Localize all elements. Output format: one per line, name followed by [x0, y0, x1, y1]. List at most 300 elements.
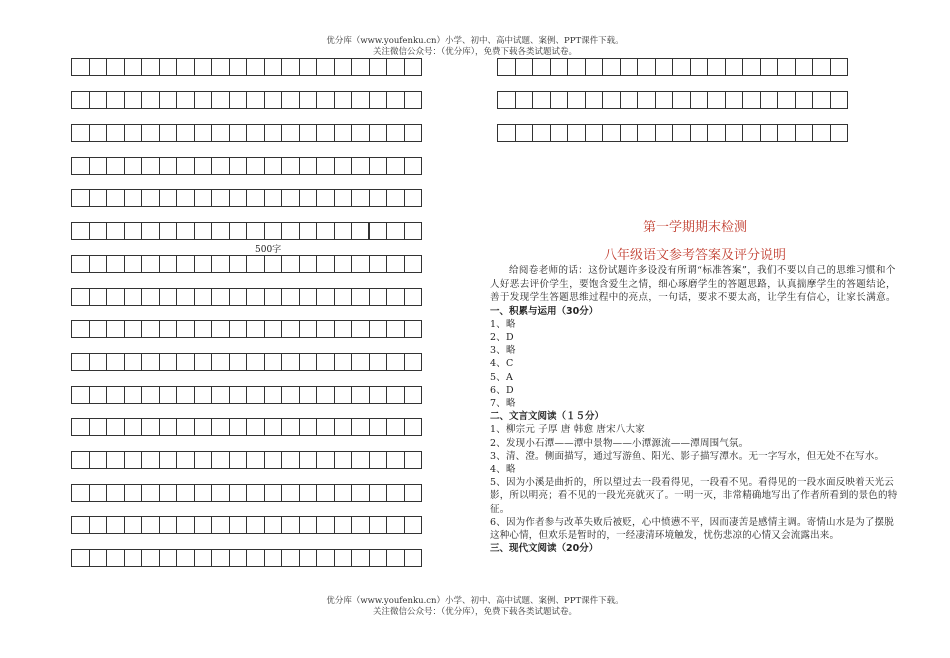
- grid-cell: [160, 58, 178, 76]
- grid-cell: [282, 288, 300, 306]
- grid-cell: [247, 58, 265, 76]
- watermark-line-2: 关注微信公众号：（优分库），免费下载各类试题试卷。: [372, 607, 577, 617]
- grid-cell: [177, 353, 195, 371]
- grid-cell: [656, 124, 674, 142]
- grid-cell: [195, 91, 213, 109]
- grid-cell: [247, 189, 265, 207]
- grid-cell: [300, 288, 318, 306]
- grid-cell: [317, 386, 335, 404]
- grid-cell: [90, 484, 108, 502]
- grid-cell: [160, 222, 178, 240]
- grid-cell: [813, 58, 831, 76]
- grid-cell: [387, 320, 405, 338]
- grid-cell: [142, 353, 160, 371]
- grid-cell: [90, 189, 108, 207]
- grid-cell: [212, 320, 230, 338]
- grid-cell: [212, 451, 230, 469]
- grid-cell: [72, 516, 90, 534]
- grid-cell: [586, 58, 604, 76]
- grid-cell: [107, 418, 125, 436]
- grid-cell: [335, 91, 353, 109]
- grid-cell: [230, 58, 248, 76]
- grid-cell: [638, 124, 656, 142]
- grid-cell: [107, 91, 125, 109]
- grid-cell: [282, 451, 300, 469]
- grid-cell: [212, 91, 230, 109]
- grid-cell: [90, 353, 108, 371]
- grid-cell: [107, 353, 125, 371]
- grid-cell: [142, 91, 160, 109]
- grid-cell: [405, 320, 423, 338]
- grid-cell: [387, 516, 405, 534]
- grid-cell: [195, 451, 213, 469]
- grid-cell: [726, 124, 744, 142]
- grid-cell: [247, 353, 265, 371]
- grid-cell: [125, 516, 143, 534]
- grid-cell: [265, 386, 283, 404]
- grid-cell: [195, 549, 213, 567]
- grid-cell: [230, 124, 248, 142]
- grid-cell: [778, 124, 796, 142]
- grid-cell: [195, 320, 213, 338]
- grid-cell: [72, 124, 90, 142]
- grid-cell: [90, 91, 108, 109]
- grid-cell: [300, 157, 318, 175]
- grid-cell: [230, 516, 248, 534]
- grid-cell: [370, 189, 388, 207]
- grid-cell: [230, 288, 248, 306]
- answer-item: 7、略: [490, 397, 516, 409]
- grid-cell: [317, 157, 335, 175]
- grid-cell: [195, 222, 213, 240]
- grid-cell: [212, 255, 230, 273]
- grid-cell: [142, 222, 160, 240]
- grid-cell: [352, 516, 370, 534]
- grid-row: [497, 58, 891, 76]
- grid-cell: [282, 418, 300, 436]
- grid-cell: [125, 320, 143, 338]
- grid-cell: [212, 288, 230, 306]
- grid-cell: [265, 418, 283, 436]
- grid-cell: [691, 124, 709, 142]
- grid-cell: [195, 124, 213, 142]
- grid-cell: [335, 288, 353, 306]
- grid-cell: [282, 189, 300, 207]
- grid-cell: [516, 124, 534, 142]
- grid-cell: [387, 222, 405, 240]
- grid-cell: [335, 484, 353, 502]
- grid-cell: [335, 386, 353, 404]
- grid-cell: [90, 451, 108, 469]
- grid-cell: [195, 418, 213, 436]
- grid-cell: [300, 189, 318, 207]
- answer-item: 5、A: [490, 371, 514, 383]
- grid-cell: [125, 222, 143, 240]
- grid-cell: [498, 91, 516, 109]
- grid-cell: [107, 549, 125, 567]
- grid-cell: [405, 549, 423, 567]
- grid-row: [71, 418, 465, 436]
- grid-cell: [387, 418, 405, 436]
- grid-cell: [533, 124, 551, 142]
- grid-cell: [405, 189, 423, 207]
- grid-cell: [72, 58, 90, 76]
- grid-cell: [300, 418, 318, 436]
- grid-cell: [142, 189, 160, 207]
- answer-item: 5、因为小溪是曲折的，所以望过去一段看得见，一段看不见。看得见的一段水面反映着天光云影，所以明亮；看不见的一段光亮就灭了。一明一灭，非常精确地写出了作者所看到的景色的特征。: [490, 477, 898, 515]
- grid-cell: [160, 484, 178, 502]
- grid-cell: [72, 484, 90, 502]
- answer-key-subtitle: 八年级语文参考答案及评分说明: [603, 248, 786, 263]
- grid-cell: [177, 58, 195, 76]
- grid-cell: [282, 516, 300, 534]
- grid-cell: [300, 353, 318, 371]
- grid-cell: [125, 288, 143, 306]
- grid-cell: [352, 353, 370, 371]
- grid-cell: [230, 189, 248, 207]
- grid-cell: [370, 418, 388, 436]
- grid-cell: [761, 58, 779, 76]
- answer-item: 2、D: [490, 331, 514, 343]
- grid-cell: [708, 91, 726, 109]
- grid-cell: [195, 386, 213, 404]
- grid-cell: [212, 189, 230, 207]
- answer-item: 2、发现小石潭——潭中景物——小潭源流——潭周围气氛。: [490, 437, 749, 449]
- watermark-line-1: 优分库（www.youfenku.cn）小学、初中、高中试题、案例、PPT课件下载。: [326, 36, 624, 46]
- grid-cell: [177, 157, 195, 175]
- grid-cell: [551, 91, 569, 109]
- grid-row: [71, 157, 465, 175]
- grid-cell: [90, 157, 108, 175]
- grid-cell: [107, 124, 125, 142]
- grid-cell: [142, 255, 160, 273]
- answer-key-body: [490, 264, 902, 555]
- grid-cell: [586, 91, 604, 109]
- grid-cell: [352, 189, 370, 207]
- grid-row: [71, 386, 465, 404]
- grid-cell: [212, 549, 230, 567]
- grid-cell: [90, 549, 108, 567]
- grid-cell: [352, 451, 370, 469]
- grid-cell: [300, 124, 318, 142]
- grid-cell: [405, 124, 423, 142]
- grid-cell: [352, 124, 370, 142]
- grid-cell: [230, 549, 248, 567]
- grid-cell: [387, 484, 405, 502]
- grid-cell: [230, 418, 248, 436]
- grid-cell: [72, 386, 90, 404]
- grid-row: [71, 288, 465, 306]
- grid-cell: [387, 157, 405, 175]
- grid-cell: [265, 288, 283, 306]
- grid-cell: [230, 320, 248, 338]
- grid-cell: [778, 91, 796, 109]
- grid-cell: [370, 451, 388, 469]
- grid-cell: [265, 124, 283, 142]
- grid-cell: [352, 58, 370, 76]
- grid-cell: [813, 124, 831, 142]
- grid-cell: [621, 124, 639, 142]
- grid-cell: [212, 484, 230, 502]
- grid-cell: [90, 418, 108, 436]
- grid-cell: [638, 58, 656, 76]
- grid-cell: [533, 91, 551, 109]
- grid-cell: [673, 58, 691, 76]
- grid-cell: [107, 189, 125, 207]
- grid-cell: [282, 320, 300, 338]
- grid-cell: [142, 549, 160, 567]
- grid-cell: [142, 484, 160, 502]
- grid-cell: [160, 189, 178, 207]
- grid-cell: [352, 255, 370, 273]
- grid-cell: [352, 320, 370, 338]
- grid-cell: [317, 124, 335, 142]
- grid-cell: [125, 189, 143, 207]
- grid-cell: [300, 255, 318, 273]
- grid-cell: [282, 157, 300, 175]
- grid-cell: [265, 189, 283, 207]
- grid-cell: [387, 451, 405, 469]
- grid-cell: [142, 386, 160, 404]
- grid-cell: [831, 58, 849, 76]
- grid-row: [71, 255, 465, 273]
- answer-item: 3、清、澄。侧面描写，通过写游鱼、阳光、影子描写潭水。无一字写水，但无处不在写水。: [490, 450, 885, 462]
- grid-cell: [212, 58, 230, 76]
- grid-cell: [498, 58, 516, 76]
- grid-cell: [370, 288, 388, 306]
- grid-cell: [533, 58, 551, 76]
- grid-cell: [317, 255, 335, 273]
- grid-cell: [107, 320, 125, 338]
- grid-cell: [300, 222, 318, 240]
- grid-cell: [107, 516, 125, 534]
- grid-cell: [743, 91, 761, 109]
- grid-cell: [265, 353, 283, 371]
- watermark-line-1: 优分库（www.youfenku.cn）小学、初中、高中试题、案例、PPT课件下载。: [326, 596, 624, 606]
- grid-cell: [370, 91, 388, 109]
- grid-cell: [72, 451, 90, 469]
- grid-cell: [247, 549, 265, 567]
- grid-cell: [335, 255, 353, 273]
- grid-cell: [160, 255, 178, 273]
- grid-cell: [621, 58, 639, 76]
- grid-cell: [90, 255, 108, 273]
- grid-cell: [247, 386, 265, 404]
- grid-cell: [125, 451, 143, 469]
- grid-cell: [247, 320, 265, 338]
- grid-cell: [370, 255, 388, 273]
- grid-cell: [177, 418, 195, 436]
- grid-cell: [195, 516, 213, 534]
- grid-cell: [265, 451, 283, 469]
- section-heading: 二、文言文阅读（１５分）: [490, 411, 605, 423]
- grid-cell: [72, 91, 90, 109]
- grid-row: [71, 58, 465, 76]
- grid-cell: [142, 320, 160, 338]
- grid-cell: [177, 484, 195, 502]
- grid-cell: [247, 516, 265, 534]
- grid-cell: [212, 353, 230, 371]
- grid-cell: [247, 451, 265, 469]
- grid-row: [71, 451, 465, 469]
- grid-cell: [335, 353, 353, 371]
- grid-cell: [621, 91, 639, 109]
- answer-item: 6、D: [490, 384, 514, 396]
- grid-cell: [72, 157, 90, 175]
- grid-cell: [160, 549, 178, 567]
- grid-cell: [673, 91, 691, 109]
- grid-cell: [387, 549, 405, 567]
- grid-cell: [90, 320, 108, 338]
- grid-cell: [352, 157, 370, 175]
- grid-cell: [516, 91, 534, 109]
- grid-cell: [743, 58, 761, 76]
- grid-cell: [72, 418, 90, 436]
- grid-cell: [72, 255, 90, 273]
- grid-cell: [708, 58, 726, 76]
- grid-row: [71, 124, 465, 142]
- grid-cell: [603, 58, 621, 76]
- grid-cell: [72, 353, 90, 371]
- grid-cell: [317, 484, 335, 502]
- grid-cell: [160, 91, 178, 109]
- grid-cell: [160, 320, 178, 338]
- grid-cell: [142, 451, 160, 469]
- grid-cell: [90, 58, 108, 76]
- grid-cell: [160, 418, 178, 436]
- grid-cell: [831, 91, 849, 109]
- grid-cell: [603, 91, 621, 109]
- grid-cell: [335, 418, 353, 436]
- grid-cell: [300, 451, 318, 469]
- grid-cell: [247, 418, 265, 436]
- grid-cell: [300, 58, 318, 76]
- grid-cell: [125, 124, 143, 142]
- grid-cell: [568, 91, 586, 109]
- grid-cell: [142, 157, 160, 175]
- grid-cell: [282, 549, 300, 567]
- watermark-line-2: 关注微信公众号：（优分库），免费下载各类试题试卷。: [372, 47, 577, 57]
- grid-cell: [125, 484, 143, 502]
- grid-cell: [405, 516, 423, 534]
- grid-cell: [247, 255, 265, 273]
- grid-cell: [370, 484, 388, 502]
- section-heading: 一、积累与运用（30分）: [490, 305, 599, 317]
- grid-cell: [195, 189, 213, 207]
- grid-row: [71, 484, 465, 502]
- grid-cell: [160, 451, 178, 469]
- grid-cell: [300, 91, 318, 109]
- grid-cell: [568, 58, 586, 76]
- grid-cell: [90, 124, 108, 142]
- grid-row: [71, 91, 465, 109]
- grid-cell: [265, 255, 283, 273]
- grid-cell: [405, 353, 423, 371]
- grid-cell: [125, 549, 143, 567]
- grid-cell: [708, 124, 726, 142]
- grid-cell: [726, 91, 744, 109]
- grid-cell: [352, 91, 370, 109]
- grid-cell: [568, 124, 586, 142]
- grid-cell: [335, 549, 353, 567]
- grid-cell: [691, 91, 709, 109]
- grid-cell: [387, 189, 405, 207]
- grid-cell: [177, 91, 195, 109]
- grid-cell: [282, 386, 300, 404]
- grid-cell: [160, 353, 178, 371]
- grid-row: [71, 516, 465, 534]
- grid-cell: [656, 58, 674, 76]
- grid-cell: [177, 451, 195, 469]
- grid-cell: [107, 58, 125, 76]
- grid-cell: [673, 124, 691, 142]
- grid-cell: [317, 189, 335, 207]
- grid-cell: [107, 451, 125, 469]
- grid-cell: [370, 320, 388, 338]
- grid-cell: [317, 58, 335, 76]
- grid-cell: [726, 58, 744, 76]
- grid-cell: [405, 157, 423, 175]
- grid-cell: [352, 288, 370, 306]
- grid-cell: [177, 255, 195, 273]
- grid-cell: [796, 58, 814, 76]
- grid-cell: [107, 484, 125, 502]
- grid-cell: [142, 418, 160, 436]
- grid-cell: [212, 222, 230, 240]
- grid-cell: [282, 222, 300, 240]
- grid-cell: [335, 222, 353, 240]
- grid-cell: [300, 516, 318, 534]
- grid-row: [497, 124, 891, 142]
- grid-cell: [743, 124, 761, 142]
- grid-cell: [160, 124, 178, 142]
- grid-cell: [125, 418, 143, 436]
- grid-cell: [335, 189, 353, 207]
- grid-cell: [212, 516, 230, 534]
- grid-cell: [405, 58, 423, 76]
- grid-cell: [300, 484, 318, 502]
- grid-cell: [335, 451, 353, 469]
- grid-cell: [125, 91, 143, 109]
- answer-item: 6、因为作者参与改革失败后被贬，心中愤懑不平，因而凄苦是感情主调。寄情山水是为了摆脱这种心情，但欢乐是暂时的，一经凄清环境触发，忧伤悲凉的心情又会流露出来。: [490, 516, 894, 541]
- exam-title: 第一学期期末检测: [642, 220, 747, 235]
- grid-cell: [691, 58, 709, 76]
- grid-cell: [142, 124, 160, 142]
- grid-cell: [72, 288, 90, 306]
- grid-cell: [405, 222, 423, 240]
- grid-cell: [282, 484, 300, 502]
- grid-cell: [177, 124, 195, 142]
- grid-cell: [177, 549, 195, 567]
- grid-cell: [813, 91, 831, 109]
- grid-cell: [195, 353, 213, 371]
- grid-cell: [72, 549, 90, 567]
- grid-cell: [370, 516, 388, 534]
- grid-cell: [265, 516, 283, 534]
- grid-cell: [282, 255, 300, 273]
- grid-cell: [498, 124, 516, 142]
- grid-cell: [230, 353, 248, 371]
- grid-cell: [265, 222, 283, 240]
- grid-cell: [405, 418, 423, 436]
- grid-cell: [177, 222, 195, 240]
- grid-cell: [282, 91, 300, 109]
- grid-cell: [317, 451, 335, 469]
- grid-cell: [247, 91, 265, 109]
- grid-cell: [230, 91, 248, 109]
- grid-cell: [603, 124, 621, 142]
- grid-cell: [387, 91, 405, 109]
